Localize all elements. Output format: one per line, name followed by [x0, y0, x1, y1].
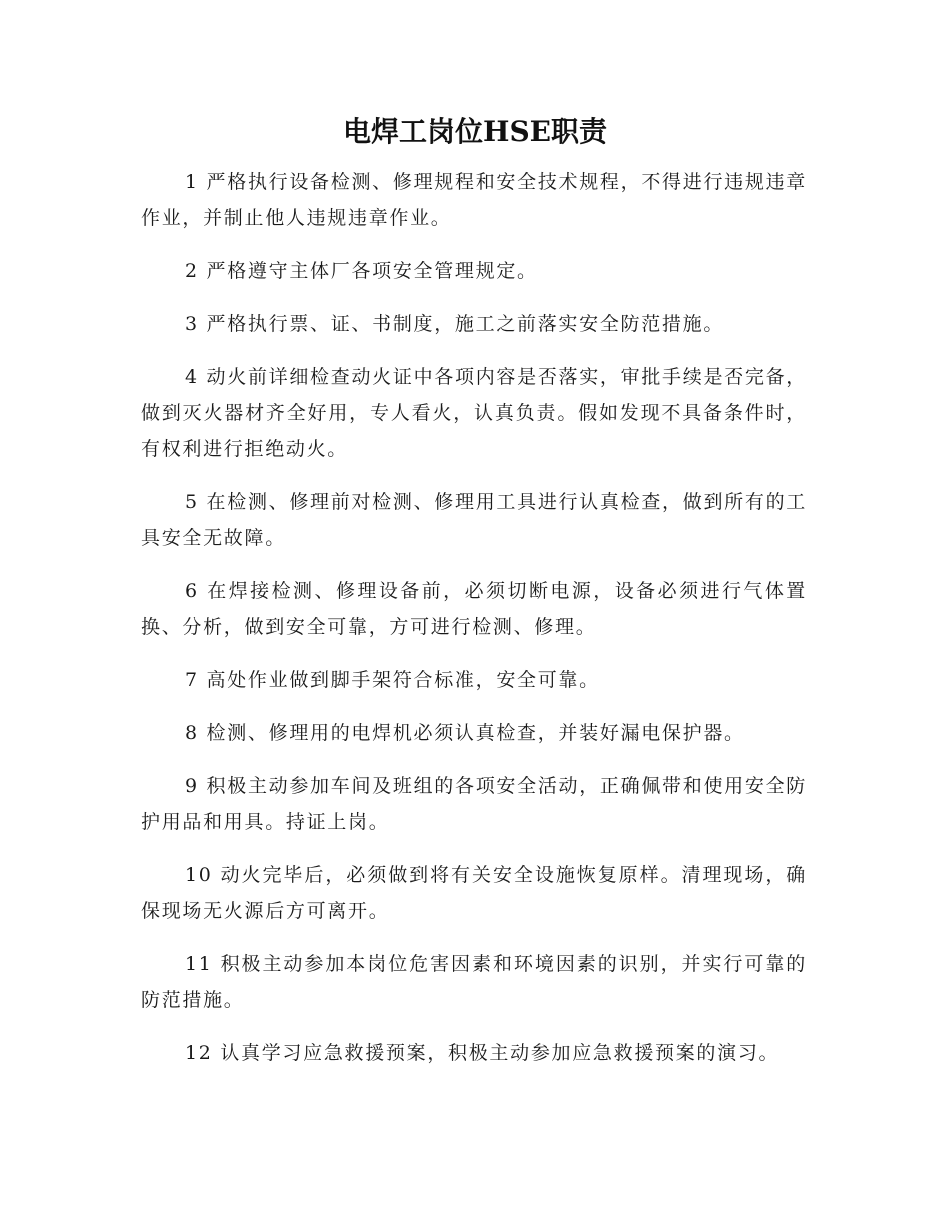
duty-paragraph-12: 12 认真学习应急救援预案，积极主动参加应急救援预案的演习。 [185, 1042, 780, 1064]
duty-paragraph-4: 4 动火前详细检查动火证中各项内容是否落实，审批手续是否完备，做到灭火器材齐全好用，专人看火，认真负责。假如发现不具备条件时，有权利进行拒绝动火。 [141, 366, 807, 460]
duty-paragraph-10: 10 动火完毕后，必须做到将有关安全设施恢复原样。清理现场，确保现场无火源后方可离开。 [141, 864, 807, 922]
duty-paragraph-11: 11 积极主动参加本岗位危害因素和环境因素的识别，并实行可靠的防范措施。 [141, 953, 807, 1011]
duty-paragraph-6: 6 在焊接检测、修理设备前，必须切断电源，设备必须进行气体置换、分析，做到安全可靠，方可进行检测、修理。 [141, 580, 807, 638]
document-title: 电焊工岗位HSE职责 [342, 115, 608, 148]
duty-paragraph-8: 8 检测、修理用的电焊机必须认真检查，并装好漏电保护器。 [185, 722, 745, 744]
duty-paragraph-7: 7 高处作业做到脚手架符合标准，安全可靠。 [185, 669, 600, 691]
duty-paragraph-5: 5 在检测、修理前对检测、修理用工具进行认真检查，做到所有的工具安全无故障。 [141, 491, 807, 549]
duty-paragraph-9: 9 积极主动参加车间及班组的各项安全活动，正确佩带和使用安全防护用品和用具。持证上岗。 [141, 775, 807, 833]
duty-paragraph-2: 2 严格遵守主体厂各项安全管理规定。 [185, 260, 538, 282]
duty-paragraph-1: 1 严格执行设备检测、修理规程和安全技术规程，不得进行违规违章作业，并制止他人违规违章作业。 [141, 171, 807, 229]
duty-paragraph-3: 3 严格执行票、证、书制度，施工之前落实安全防范措施。 [185, 313, 725, 335]
document-body [141, 164, 807, 1088]
